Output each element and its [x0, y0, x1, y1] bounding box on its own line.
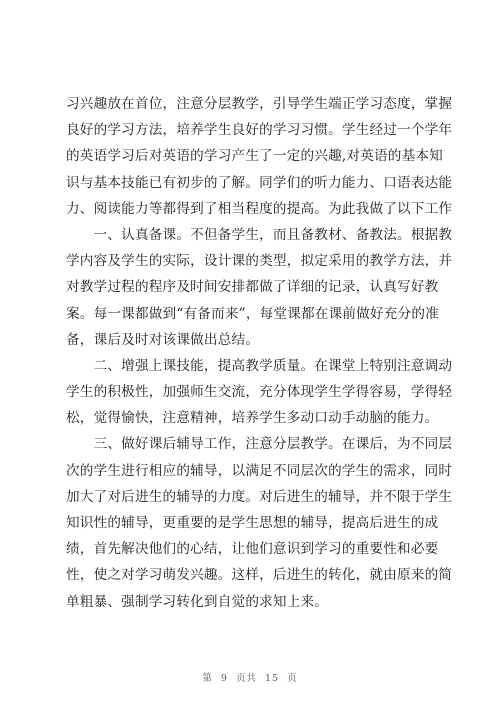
- paragraph-line: 学内容及学生的实际，设计课的类型，拟定采用的教学方法，并: [66, 253, 453, 270]
- paragraph-line: 绩，首先解决他们的心结，让他们意识到学习的重要性和必要: [66, 541, 439, 558]
- paragraph-line: 一、认真备课。不但备学生，而且备教材、备教法。根据教: [66, 226, 453, 243]
- page-mid: 页共: [235, 673, 257, 684]
- paragraph-line: 识与基本技能已有初步的了解。同学们的听力能力、口语表达能: [66, 174, 453, 191]
- paragraph-line: 力、阅读能力等都得到了相当程度的提高。为此我做了以下工作: [66, 200, 453, 217]
- page-footer: [0, 670, 500, 684]
- total-pages-number: 15: [264, 673, 280, 684]
- paragraph-line: 松，觉得愉快，注意精神，培养学生多动口动手动脑的能力。: [66, 410, 439, 427]
- paragraph-line: 加大了对后进生的辅导的力度。对后进生的辅导，并不限于学生: [66, 488, 453, 505]
- document-body: [66, 91, 453, 615]
- paragraph-line: 次的学生进行相应的辅导，以满足不同层次的学生的需求，同时: [66, 462, 453, 479]
- paragraph-line: 的英语学习后对英语的学习产生了一定的兴趣,对英语的基本知: [66, 148, 443, 165]
- paragraph-line: 三、做好课后辅导工作，注意分层教学。在课后，为不同层: [66, 436, 453, 453]
- paragraph-line: 案。每一课都做到“有备而来”，每堂课都在课前做好充分的准: [66, 305, 439, 322]
- paragraph-line: 备，课后及时对该课做出总结。: [66, 331, 260, 348]
- paragraph-line: 对教学过程的程序及时间安排都做了详细的记录，认真写好教: [66, 279, 439, 296]
- page-suffix: 页: [287, 673, 298, 684]
- page-prefix: 第: [202, 673, 213, 684]
- current-page-number: 9: [220, 673, 228, 684]
- paragraph-line: 习兴趣放在首位，注意分层教学，引导学生端正学习态度，掌握: [66, 96, 453, 112]
- paragraph-line: 单粗暴、强制学习转化到自觉的求知上来。: [66, 593, 329, 610]
- paragraph-line: 二、增强上课技能，提高教学质量。在课堂上特别注意调动: [66, 357, 453, 374]
- paragraph-line: 性，使之对学习萌发兴趣。这样，后进生的转化，就由原来的简: [66, 567, 453, 584]
- paragraph-line: 良好的学习方法，培养学生良好的学习习惯。学生经过一个学年: [66, 122, 453, 139]
- paragraph-line: 知识性的辅导，更重要的是学生思想的辅导，提高后进生的成: [66, 515, 439, 531]
- paragraph-line: 学生的积极性，加强师生交流，充分体现学生学得容易，学得轻: [66, 384, 453, 401]
